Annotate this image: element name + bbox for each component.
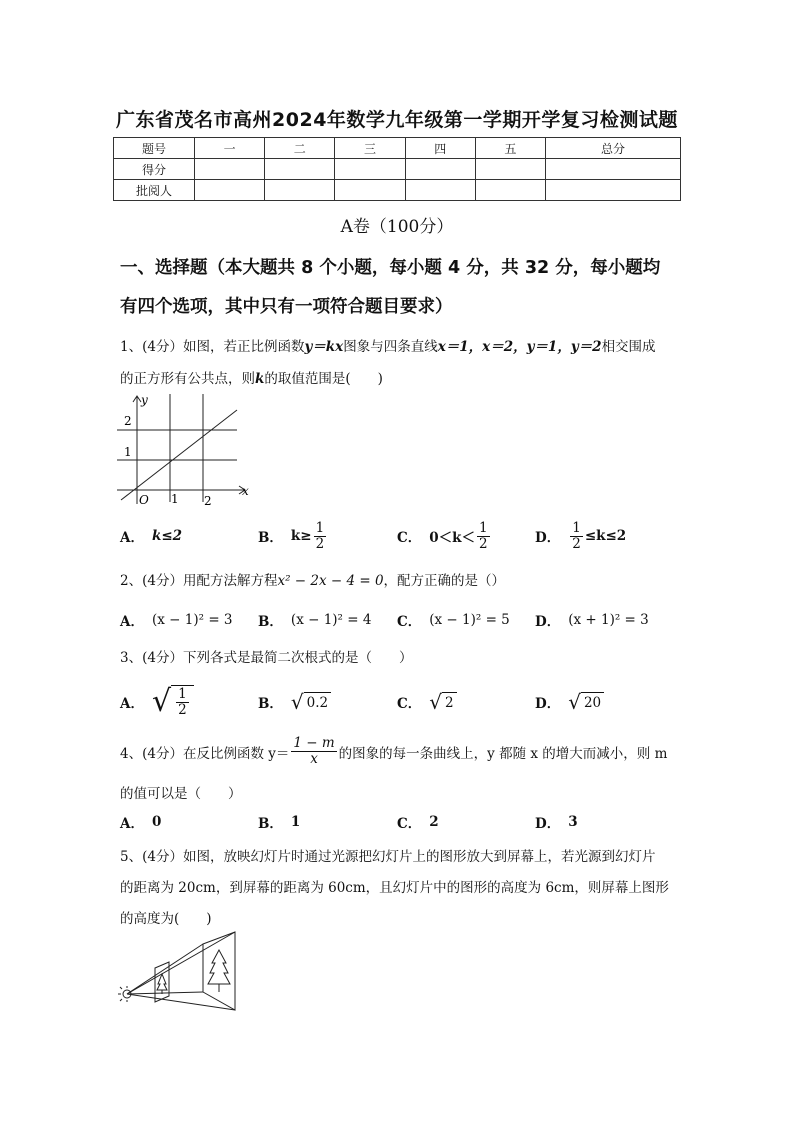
- q1-option-c[interactable]: C． 0＜k＜ $\frac{1}{2}$: [397, 519, 488, 552]
- score-header-cell: 五: [475, 138, 545, 159]
- part1-heading-line2: 有四个选项，其中只有一项符合题目要求）: [120, 297, 453, 317]
- q4-option-a[interactable]: A． 0: [120, 814, 162, 832]
- tick-y1: 1: [124, 445, 132, 459]
- score-header-cell: 四: [405, 138, 475, 159]
- projection-line: [127, 992, 203, 994]
- q4-fraction: $\frac{1 - m}{x}$: [293, 735, 335, 767]
- part1-heading-line1: 一、选择题（本大题共 8 个小题，每小题 4 分，共 32 分，每小题均: [120, 258, 661, 278]
- large-tree-icon: [208, 950, 230, 992]
- q2-stem: 2、(4分）用配方法解方程x² − 2x − 4 = 0，配方正确的是（）: [120, 573, 506, 589]
- q3-option-a[interactable]: A． √ $\frac{1}{2}$: [120, 682, 194, 722]
- q5-projector-diagram: [115, 930, 245, 1015]
- q1-stem-line2: 的正方形有公共点，则k的取值范围是( ): [120, 371, 383, 387]
- q3-stem: 3、(4分）下列各式是最简二次根式的是（ ）: [120, 650, 413, 666]
- q4-option-c[interactable]: C． 2: [397, 814, 439, 832]
- q4-stem-line1: 4、(4分）在反比例函数 y＝ $\frac{1 - m}{x}$ 的图象的每一条曲线上，y 都随 x 的增大而减小，则 m: [120, 735, 668, 767]
- score-cell: [335, 159, 405, 180]
- score-header-cell: 二: [265, 138, 335, 159]
- score-cell: [195, 159, 265, 180]
- q2-option-b[interactable]: B． (x − 1)² = 4: [258, 612, 372, 630]
- fraction: $\frac{1}{2}$: [178, 686, 187, 718]
- score-cell: [546, 159, 681, 180]
- fraction: $\frac{1}{2}$: [479, 519, 488, 552]
- score-table-header-row: [114, 138, 681, 159]
- q4-option-d[interactable]: D． 3: [535, 814, 578, 832]
- q1-stem-line1: 1、(4分）如图，若正比例函数y＝kx图象与四条直线x＝1，x＝2，y＝1，y＝2相交围成: [120, 339, 656, 355]
- q1-options: [120, 516, 680, 556]
- score-table-row: [114, 159, 681, 180]
- proportional-function-line: [121, 410, 237, 500]
- tick-x2: 2: [204, 494, 212, 508]
- q4-option-b[interactable]: B． 1: [258, 814, 301, 832]
- score-cell: [195, 180, 265, 201]
- x-axis-label: x: [242, 484, 249, 498]
- q2-option-a[interactable]: A． (x − 1)² = 3: [120, 612, 233, 630]
- small-tree-icon: [157, 974, 167, 994]
- q1-lines: x＝1，x＝2，y＝1，y＝2: [437, 339, 602, 355]
- score-cell: [265, 159, 335, 180]
- exam-title: 广东省茂名市高州2024年数学九年级第一学期开学复习检测试题: [116, 109, 678, 131]
- score-header-cell: 总分: [546, 138, 681, 159]
- q5-stem-line3: 的高度为( ): [120, 911, 212, 927]
- q2-equation: x² − 2x − 4 = 0: [277, 573, 384, 589]
- q5-stem-line1: 5、(4分）如图，放映幻灯片时通过光源把幻灯片上的图形放大到屏幕上，若光源到幻灯片: [120, 849, 656, 865]
- q2-option-c[interactable]: C． (x − 1)² = 5: [397, 612, 510, 630]
- q3-option-d[interactable]: D． √ 20: [535, 682, 604, 722]
- q3-option-b[interactable]: B． √ 0.2: [258, 682, 331, 722]
- q5-stem-line2: 的距离为 20cm，到屏幕的距离为 60cm，且幻灯片中的图形的高度为 6cm，则屏幕上图形: [120, 880, 669, 896]
- score-header-cell: 三: [335, 138, 405, 159]
- q4-options: [120, 802, 680, 842]
- score-cell: [265, 180, 335, 201]
- q1-function: y＝kx: [304, 339, 344, 355]
- q1-option-d[interactable]: D． $\frac{1}{2}$ ≤k≤2: [535, 519, 627, 552]
- q4-stem-line2: 的值可以是（ ）: [120, 786, 242, 802]
- radical: √ 2: [429, 692, 456, 712]
- q1-graph: [115, 392, 255, 510]
- section-a-heading: A卷（100分）: [340, 217, 454, 237]
- score-table: [113, 137, 681, 201]
- fraction: $\frac{1}{2}$: [572, 519, 581, 552]
- tick-x1: 1: [171, 492, 179, 506]
- score-cell: [475, 180, 545, 201]
- q1-option-a[interactable]: A． k≤2: [120, 528, 183, 546]
- projection-line: [127, 994, 235, 1010]
- origin-label: O: [139, 493, 149, 507]
- radical: √ 0.2: [291, 692, 331, 712]
- score-cell: [405, 159, 475, 180]
- score-cell: [335, 180, 405, 201]
- score-table-row: [114, 180, 681, 201]
- score-row-label: 批阅人: [114, 180, 195, 201]
- score-cell: [546, 180, 681, 201]
- score-row-label: 得分: [114, 159, 195, 180]
- tick-y2: 2: [124, 414, 132, 428]
- score-header-cell: 一: [195, 138, 265, 159]
- screen: [203, 932, 235, 1010]
- score-header-cell: 题号: [114, 138, 195, 159]
- q2-options: [120, 600, 680, 640]
- y-axis-label: y: [141, 393, 148, 407]
- q3-option-c[interactable]: C． √ 2: [397, 682, 457, 722]
- score-cell: [405, 180, 475, 201]
- fraction: $\frac{1}{2}$: [315, 519, 325, 552]
- radical: √ 20: [568, 692, 604, 712]
- q3-options: [120, 682, 680, 722]
- q1-option-b[interactable]: B． k≥ $\frac{1}{2}$: [258, 519, 325, 552]
- radical: √ $\frac{1}{2}$: [152, 685, 194, 719]
- score-cell: [475, 159, 545, 180]
- q2-option-d[interactable]: D． (x + 1)² = 3: [535, 612, 649, 630]
